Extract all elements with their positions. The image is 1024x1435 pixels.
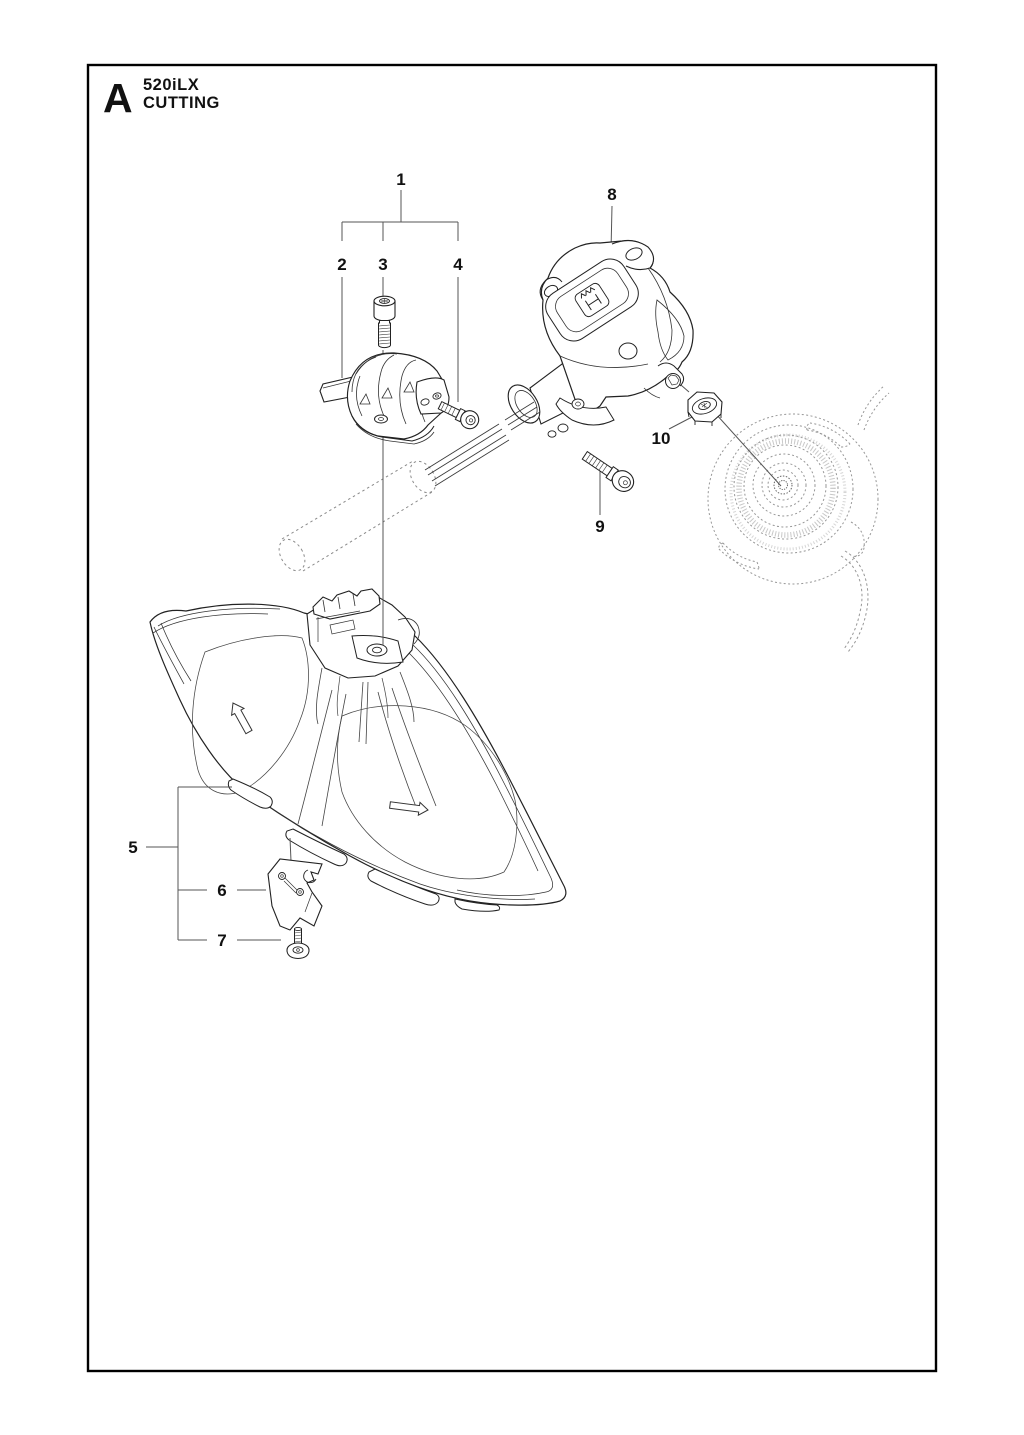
callout-label-1: 1 bbox=[396, 170, 406, 189]
section-letter: A bbox=[103, 75, 133, 121]
nut-10 bbox=[688, 392, 722, 426]
trimmer-line bbox=[841, 551, 868, 652]
model-name: 520iLX bbox=[143, 76, 200, 94]
callout-label-3: 3 bbox=[378, 255, 388, 274]
callout-label-2: 2 bbox=[337, 255, 347, 274]
title-block bbox=[103, 75, 220, 121]
shaft-clamp bbox=[320, 353, 449, 444]
callout-label-4: 4 bbox=[453, 255, 463, 274]
callout-label-7: 7 bbox=[217, 931, 227, 950]
drive-shaft bbox=[425, 424, 509, 486]
trimmer-head-reference bbox=[708, 386, 889, 584]
section-title: CUTTING bbox=[143, 94, 220, 112]
callout-label-8: 8 bbox=[607, 185, 617, 204]
screw-9 bbox=[579, 447, 637, 495]
guard-shield bbox=[150, 589, 566, 911]
screw-4 bbox=[436, 397, 482, 432]
gearbox bbox=[502, 240, 693, 437]
screw-3 bbox=[374, 296, 395, 347]
callout-label-5: 5 bbox=[128, 838, 138, 857]
callout-label-9: 9 bbox=[595, 517, 605, 536]
screw-7 bbox=[287, 927, 309, 958]
shaft-tube-reference bbox=[274, 457, 441, 575]
callout-label-10: 10 bbox=[651, 429, 671, 448]
callout-label-6: 6 bbox=[217, 881, 227, 900]
